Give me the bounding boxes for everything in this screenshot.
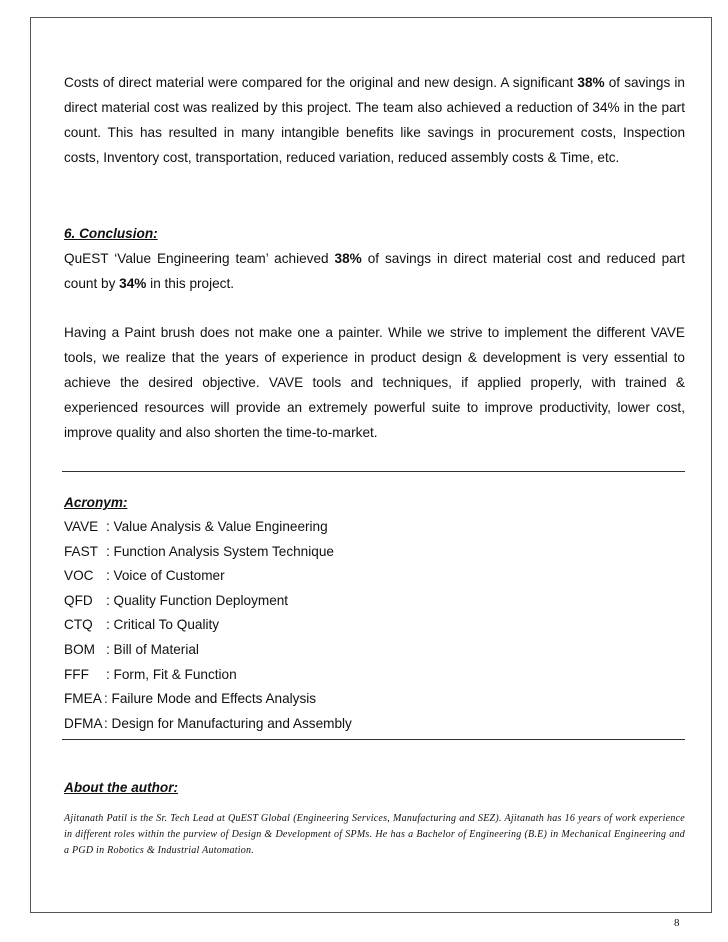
acronym-list bbox=[64, 515, 685, 736]
acronym-row bbox=[64, 687, 685, 712]
acronym-definition: : Voice of Customer bbox=[106, 568, 225, 584]
acronym-abbr: VOC bbox=[64, 568, 94, 584]
acronym-row bbox=[64, 540, 685, 565]
acronym-abbr: FFF bbox=[64, 666, 89, 682]
page-number: 8 bbox=[674, 917, 680, 929]
acronym-abbr: QFD bbox=[64, 592, 93, 608]
acronym-section bbox=[64, 490, 685, 736]
acronym-abbr: FAST bbox=[64, 543, 98, 559]
conclusion-section bbox=[64, 221, 685, 445]
conclusion-paragraph-2: Having a Paint brush does not make one a painter. While we strive to implement the different VAVE tools, we realize that the years of experience in product design & development is very essential to achieve the desired objective. VAVE tools and techniques, if applied properly, with trained & experienced resources will provide an extremely powerful suite to improve productivity, lower cost, improve quality and also shorten the time-to-market. bbox=[64, 325, 685, 440]
acronym-abbr: BOM bbox=[64, 641, 95, 657]
acronym-definition: : Bill of Material bbox=[106, 641, 199, 657]
intro-section bbox=[64, 70, 685, 170]
acronym-definition: : Form, Fit & Function bbox=[106, 666, 237, 682]
acronym-definition: : Quality Function Deployment bbox=[106, 592, 289, 608]
divider-1 bbox=[62, 471, 685, 472]
acronym-abbr: CTQ bbox=[64, 617, 93, 633]
acronym-heading: Acronym: bbox=[64, 495, 128, 510]
acronym-row bbox=[64, 613, 685, 638]
acronym-definition: : Value Analysis & Value Engineering bbox=[106, 519, 328, 534]
acronym-row bbox=[64, 663, 685, 688]
conclusion-heading: 6. Conclusion: bbox=[64, 226, 158, 241]
acronym-definition: : Function Analysis System Technique bbox=[106, 543, 334, 559]
author-heading: About the author: bbox=[64, 780, 179, 795]
acronym-row bbox=[64, 712, 685, 737]
acronym-definition: : Failure Mode and Effects Analysis bbox=[104, 691, 317, 707]
author-section bbox=[64, 775, 685, 859]
divider-2 bbox=[62, 739, 685, 740]
conclusion-paragraph-1: QuEST ‘Value Engineering team’ achieved 38% of savings in direct material cost and reduced part count by 34% in this project. bbox=[64, 251, 685, 291]
acronym-row bbox=[64, 638, 685, 663]
acronym-row bbox=[64, 589, 685, 614]
acronym-abbr: FMEA bbox=[64, 691, 102, 707]
author-bio: Ajitanath Patil is the Sr. Tech Lead at QuEST Global (Engineering Services, Manufacturing and SEZ). Ajitanath has 16 years of work experience in different roles within the purview of Design & Development of SPMs. He has a Bachelor of Engineering (B.E) in Mechanical Engineering and a PGD in Robotics & Industrial Automation. bbox=[64, 813, 685, 856]
acronym-definition: : Critical To Quality bbox=[106, 617, 220, 633]
acronym-abbr: DFMA bbox=[64, 715, 103, 731]
intro-paragraph: Costs of direct material were compared for the original and new design. A significant 38% of savings in direct material cost was realized by this project. The team also achieved a reduction of 34% in the part count. This has resulted in many intangible benefits like savings in procurement costs, Inspection costs, Inventory cost, transportation, reduced variation, reduced assembly costs & Time, etc. bbox=[64, 75, 685, 165]
acronym-abbr: VAVE bbox=[64, 519, 99, 534]
acronym-row bbox=[64, 515, 685, 540]
acronym-definition: : Design for Manufacturing and Assembly bbox=[104, 715, 352, 731]
acronym-row bbox=[64, 564, 685, 589]
